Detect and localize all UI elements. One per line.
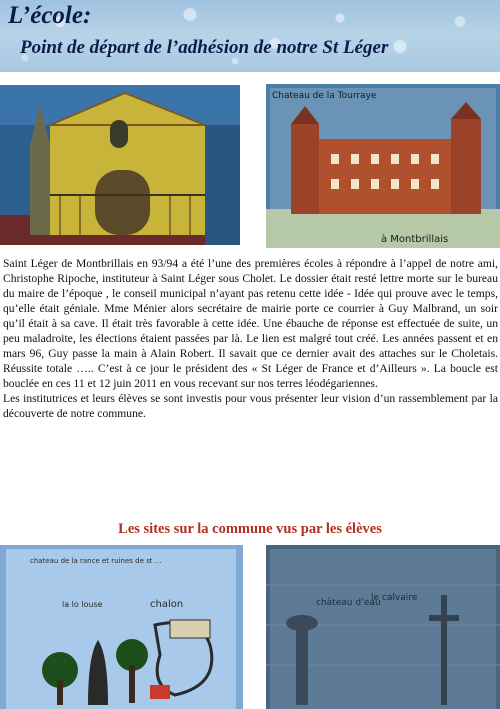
article-paragraph: Saint Léger de Montbrillais en 93/94 a été l’une des premières écoles à répondre à l’appel de notre ami, Christophe Ripoche, instituteur à Saint Léger sous Cholet. Le dossier était resté lettre morte sur le bureau du maire de l’époque , le conseil municipal n’ayant pas retenu cette idée - Idée qui prouve avec le temps, qu’elle était géniale. Mme Ménier alors secrétaire de mairie porte ce courrier à Guy Malbrand, un soir qu’il était à sa cave. Il était très favorable à cette idée. Une ébauche de réponse est effectuée de suite, un peu maladroite, les élections étaient passées par là. Le lien est malgré tout créé. Les années passent et en mars 96, Guy passe la main à Alain Robert. Il savait que ce dernier avait des attaches sur le Choletais. Réussite totale ….. C’est à ce jour le président des « St Léger de France et d’Ailleurs ». La boucle est bouclée en ces 11 et 12 juin 2011 en vous recevant sur nos terres léodégariennes. bbox=[3, 257, 498, 390]
chateau-drawing-photo bbox=[266, 84, 500, 248]
article-paragraph: Les institutrices et leurs élèves se sont investis pour vous présenter leur vision d’un rassemblement par la découverte de notre commune. bbox=[3, 392, 498, 420]
water-tower-drawing-photo bbox=[266, 545, 500, 709]
drawing4-label-left: château d’eau bbox=[316, 598, 381, 608]
header-banner bbox=[0, 0, 500, 72]
church-drawing-photo bbox=[0, 85, 240, 245]
drawing3-label-right: chalon bbox=[150, 599, 184, 610]
chateau-caption-bottom: à Montbrillais bbox=[381, 234, 449, 245]
section-heading: Les sites sur la commune vus par les élèves bbox=[118, 521, 382, 537]
drawing4-label-right: le calvaire bbox=[371, 593, 418, 603]
sites-drawing-photo bbox=[0, 545, 243, 709]
drawing3-label-left: la lo louse bbox=[62, 600, 103, 609]
page-subtitle: Point de départ de l’adhésion de notre St Léger bbox=[20, 37, 389, 58]
article-body bbox=[3, 256, 498, 421]
drawing3-caption-top: chateau de la rance et ruines de st ... bbox=[30, 557, 162, 565]
page-title: L’école: bbox=[8, 2, 92, 29]
chateau-caption-top: Chateau de la Tourraye bbox=[272, 91, 377, 101]
